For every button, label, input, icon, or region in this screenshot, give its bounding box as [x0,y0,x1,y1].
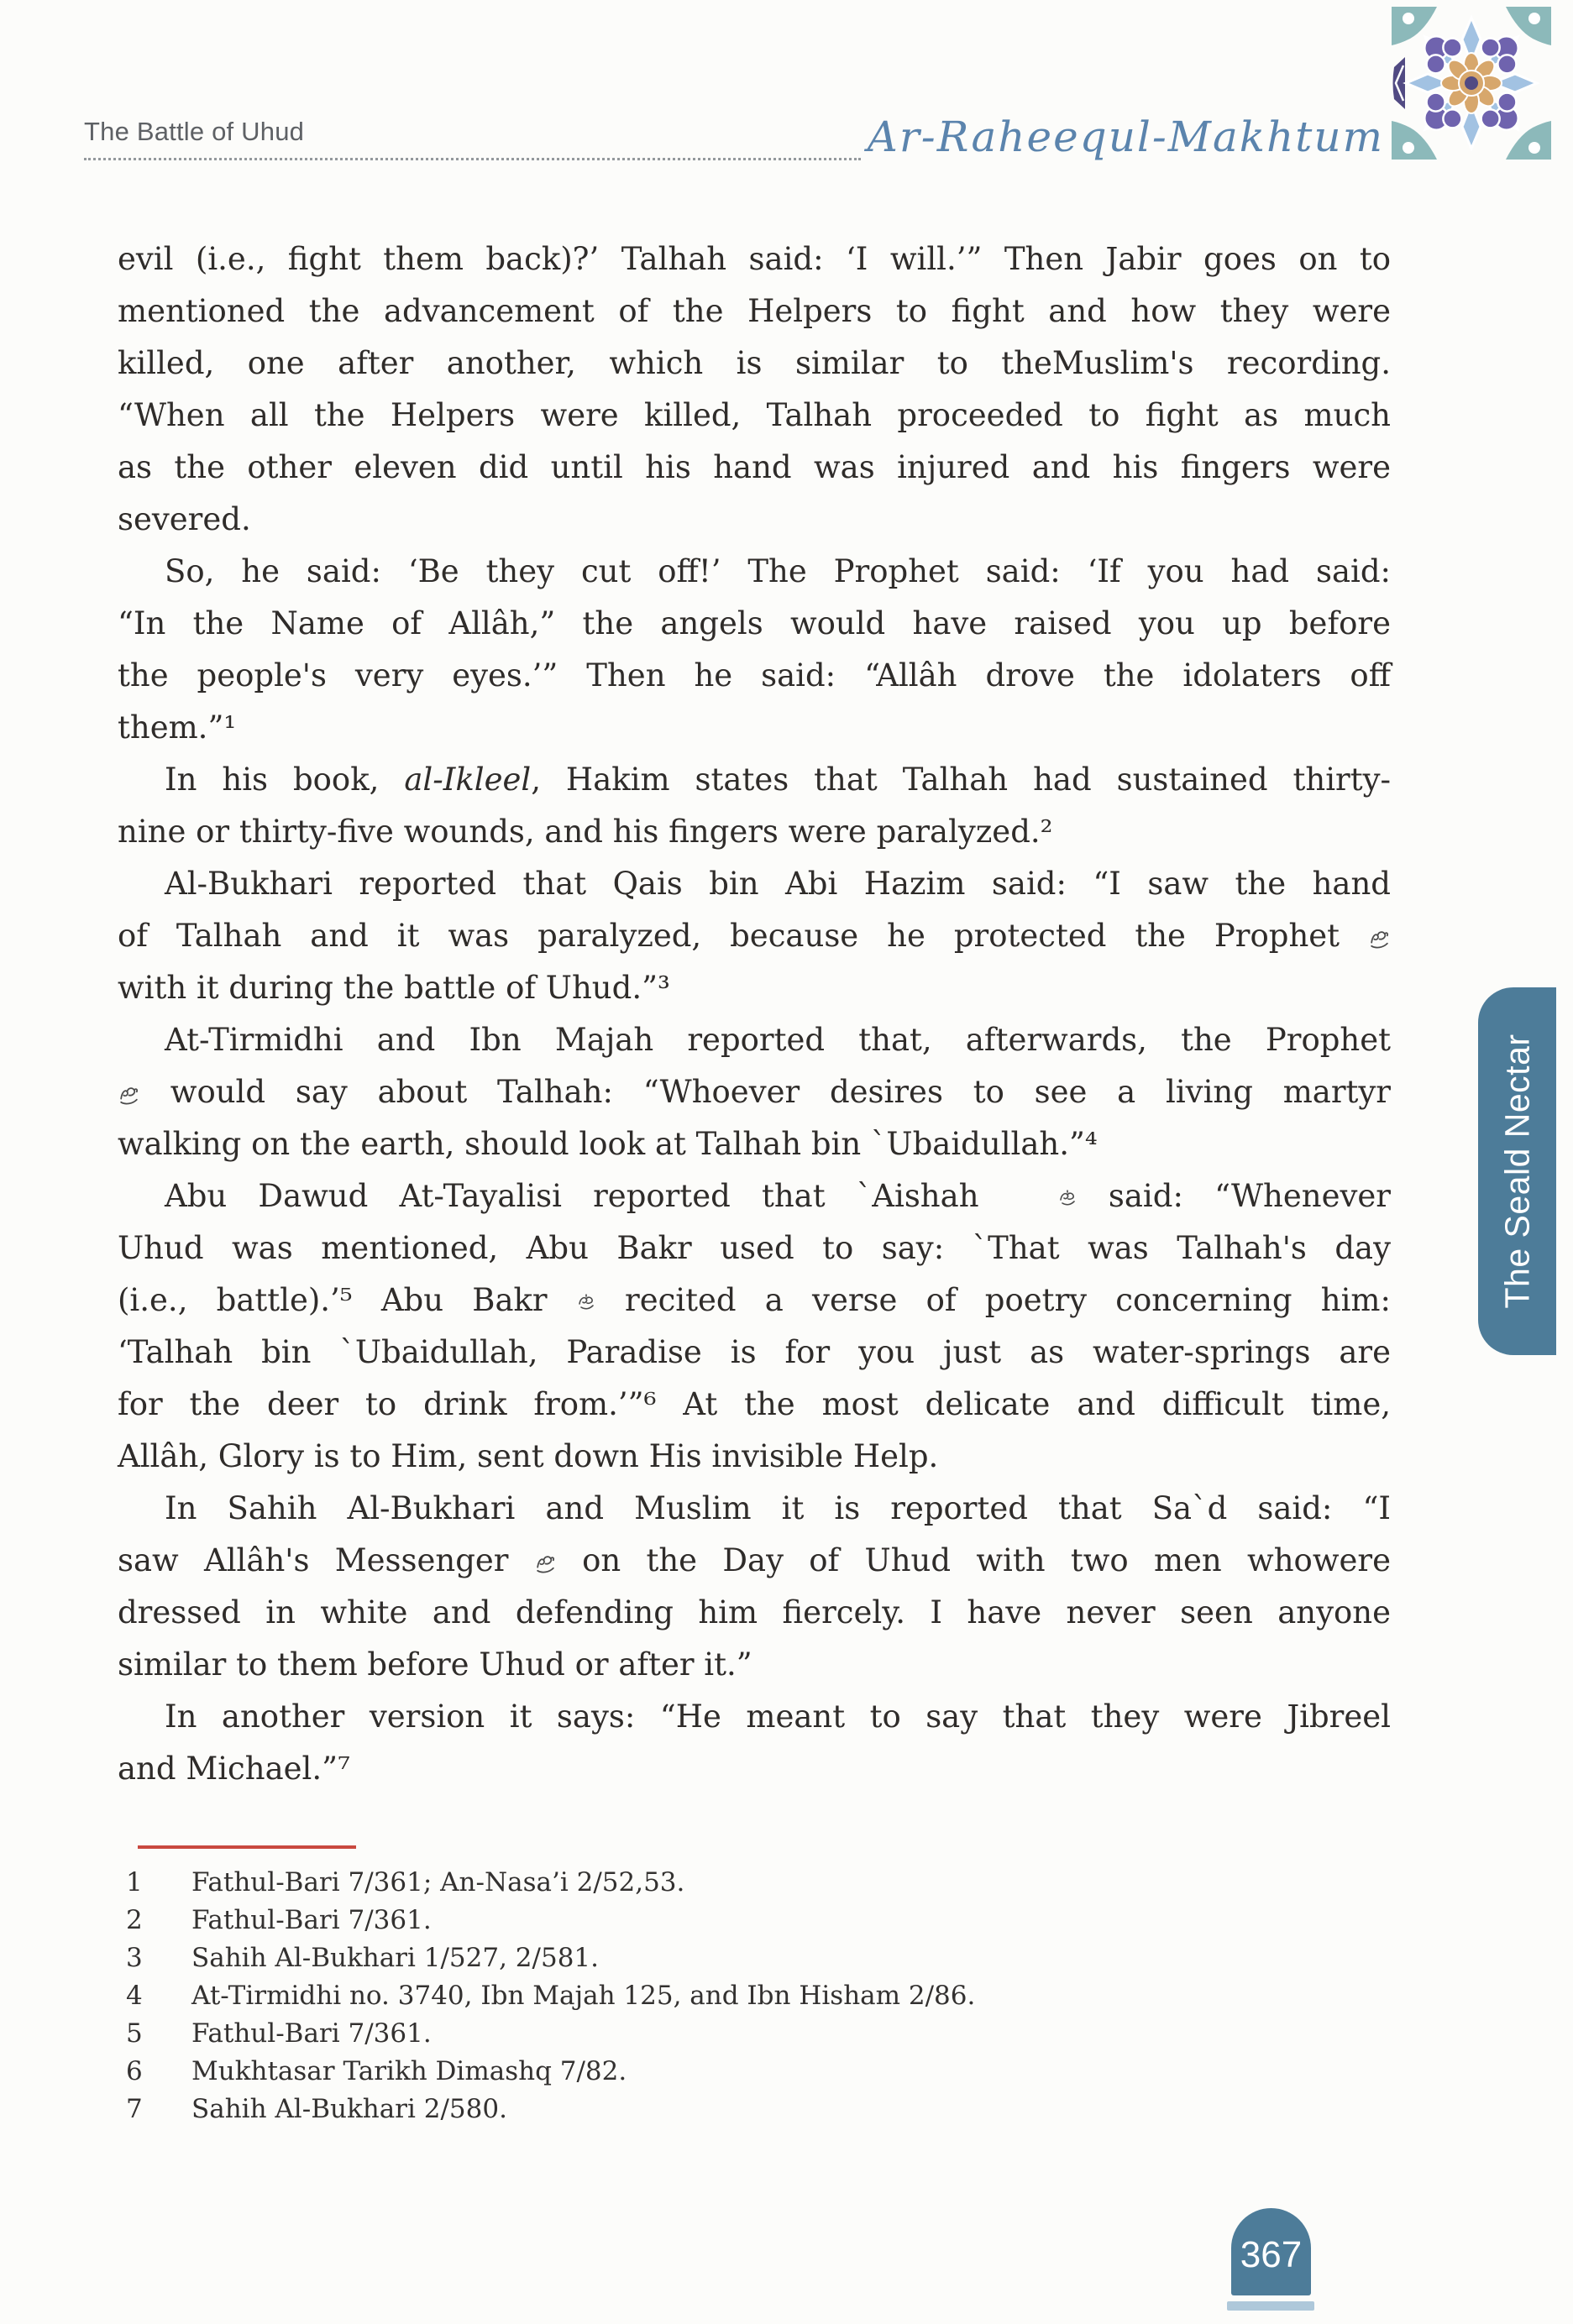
side-tab-label: The Seald Nectar [1497,1034,1536,1309]
footnote-number: 5 [126,2018,143,2049]
text-line: Al-Bukhari reported that Qais bin Abi Hazim said: “I saw the hand [165,866,1391,902]
footnote-number: 4 [126,1981,143,2011]
footnotes [126,1864,1369,2128]
footnote-item [126,1902,1369,1939]
side-tab [1478,987,1556,1355]
prophet-honorific-icon [118,1084,140,1107]
page-number-badge [1231,2208,1311,2295]
text-line: In another version it says: “He meant to say that they were Jibreel [165,1699,1391,1735]
text-line: So, he said: ‘Be they cut off!’ The Prophet said: ‘If you had said: [165,553,1391,589]
footnote-text: Fathul-Bari 7/361; An-Nasa’i 2/52,53. [191,1867,685,1897]
arabesque-rosette-icon [1392,7,1551,160]
footnote-number: 6 [126,2056,143,2086]
page-number-underline [1227,2301,1314,2311]
footnote-item [126,1939,1369,1977]
page-number: 367 [1240,2234,1303,2275]
text-line: evil (i.e., fight them back)?’ Talhah said: ‘I will.’” Then Jabir goes on to [118,241,1391,277]
text-line: Allâh, Glory is to Him, sent down His invisible Help. [118,1438,939,1474]
footnote-text: Fathul-Bari 7/361. [191,1905,432,1935]
corner-ornament [1392,7,1551,160]
text-line: (i.e., battle).’⁵ Abu Bakr recited a verse of poetry concerning him: [118,1282,1391,1318]
text-line: of Talhah and it was paralyzed, because he protected the Prophet [118,910,1391,962]
footnote-number: 3 [126,1943,143,1973]
text-line: saw Allâh's Messenger on the Day of Uhud with two men whowere [118,1542,1391,1578]
text-line: the people's very eyes.’” Then he said: “Allâh drove the idolaters off [118,657,1391,694]
text-line: nine or thirty-five wounds, and his fingers were paralyzed.² [118,814,1053,850]
footnote-rule [138,1845,356,1849]
footnote-item [126,2091,1369,2128]
text-line: Abu Dawud At-Tayalisi reported that `Aishah said: “Whenever [165,1178,1391,1214]
text-line: In his book, al-Ikleel, Hakim states that Talhah had sustained thirty- [165,762,1391,798]
text-line: dressed in white and defending him fiercely. I have never seen anyone [118,1594,1391,1630]
footnote-item [126,2015,1369,2053]
footnote-item [126,2053,1369,2091]
text-line: walking on the earth, should look at Talhah bin `Ubaidullah.”⁴ [118,1126,1098,1162]
header-dotted-rule [84,133,861,160]
text-line: “When all the Helpers were killed, Talhah proceeded to fight as much [118,397,1391,433]
companion-honorific-icon [576,1292,596,1312]
text-line: In Sahih Al-Bukhari and Muslim it is reported that Sa`d said: “I [165,1490,1391,1526]
text-line: with it during the battle of Uhud.”³ [118,970,670,1006]
footnote-text: Sahih Al-Bukhari 2/580. [191,2094,507,2124]
body-text [118,233,1391,1795]
footnote-text: Sahih Al-Bukhari 1/527, 2/581. [191,1943,599,1973]
text-line: severed. [118,501,251,537]
companion-honorific-icon [1010,1188,1078,1208]
footnote-item [126,1977,1369,2015]
prophet-honorific-icon [1368,928,1391,950]
footnote-text: At-Tirmidhi no. 3740, Ibn Majah 125, and Ibn Hisham 2/86. [191,1981,976,2011]
footnote-number: 1 [126,1867,143,1897]
text-line: “In the Name of Allâh,” the angels would have raised you up before [118,605,1391,641]
footnote-text: Mukhtasar Tarikh Dimashq 7/82. [191,2056,627,2086]
text-line: At-Tirmidhi and Ibn Majah reported that, afterwards, the Prophet [165,1022,1391,1058]
running-header-book-title: Ar-Raheequl-Makhtum [867,113,1384,161]
footnote-item [126,1864,1369,1902]
prophet-honorific-icon [534,1552,557,1575]
text-line: ‘Talhah bin `Ubaidullah, Paradise is for you just as water-springs are [118,1334,1391,1370]
footnote-number: 2 [126,1905,143,1935]
text-line: would say about Talhah: “Whoever desires to see a living martyr [118,1066,1391,1118]
text-line: and Michael.”⁷ [118,1751,350,1787]
text-line: Uhud was mentioned, Abu Bakr used to say: `That was Talhah's day [118,1230,1391,1266]
text-line: for the deer to drink from.’”⁶ At the most delicate and difficult time, [118,1386,1391,1422]
text-line: as the other eleven did until his hand was injured and his fingers were [118,449,1391,485]
running-header-chapter: The Battle of Uhud [84,117,305,146]
text-line: mentioned the advancement of the Helpers to fight and how they were [118,293,1391,329]
text-line: them.”¹ [118,709,237,746]
footnote-number: 7 [126,2094,143,2124]
text-line: killed, one after another, which is similar to theMuslim's recording. [118,345,1391,381]
text-line: similar to them before Uhud or after it.” [118,1646,752,1683]
footnote-text: Fathul-Bari 7/361. [191,2018,432,2049]
